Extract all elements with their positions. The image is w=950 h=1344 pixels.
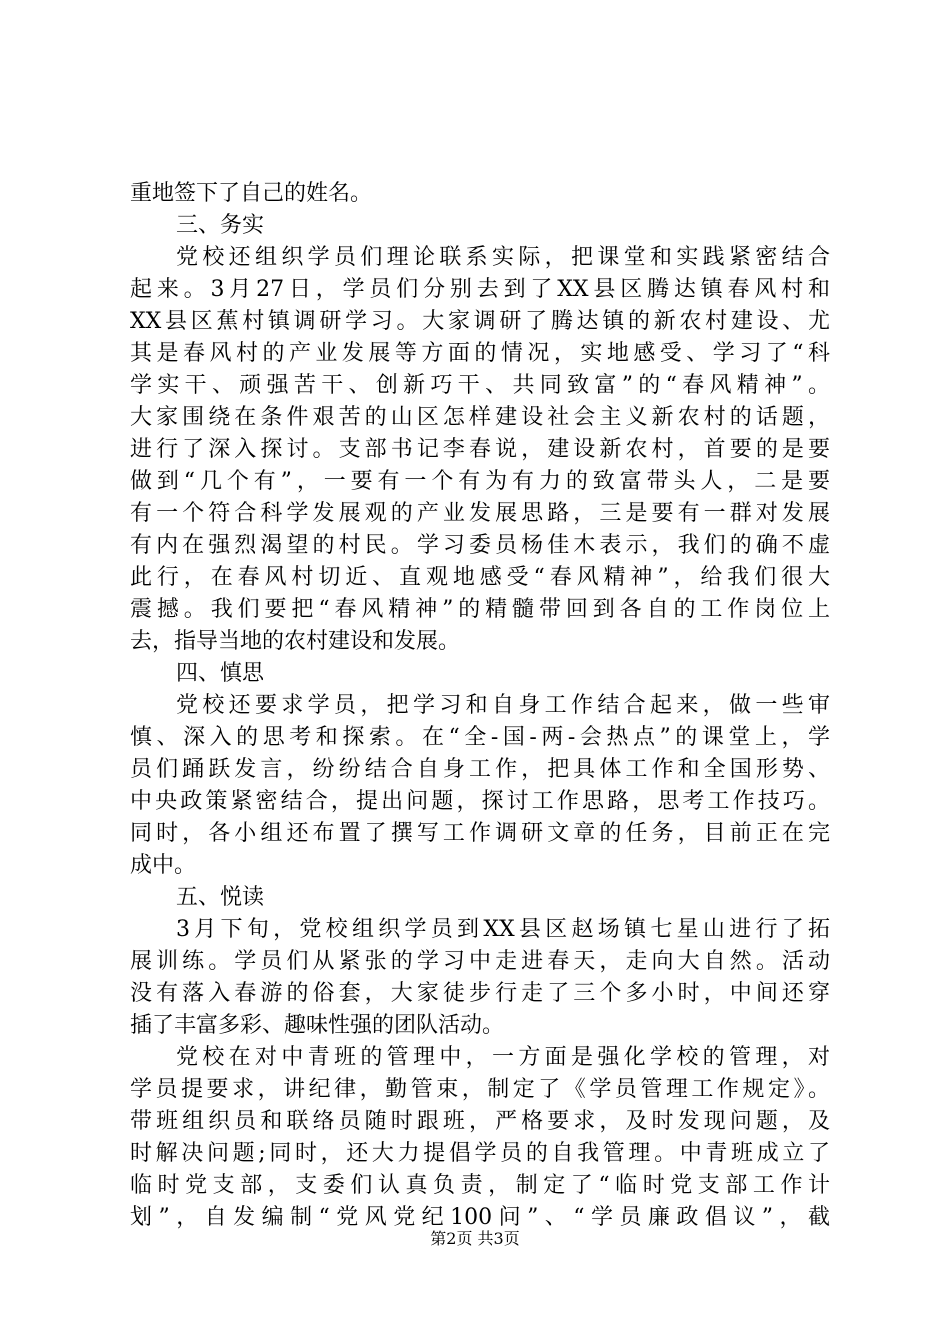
text-line: 党校还要求学员，把学习和自身工作结合起来，做一些审 [176, 693, 830, 718]
text-line: 没有落入春游的俗套，大家徒步行走了三个多小时，中间还穿 [130, 981, 830, 1006]
text-line: 划”，自发编制“党风党纪100问”、“学员廉政倡议”，截 [130, 1205, 830, 1230]
text-line: 带班组织员和联络员随时跟班，严格要求，及时发现问题，及 [130, 1109, 830, 1134]
text-line: 插了丰富多彩、趣味性强的团队活动。 [130, 1013, 505, 1038]
text-line: 其是春风村的产业发展等方面的情况，实地感受、学习了“科 [130, 341, 830, 366]
text-line: 3月下旬，党校组织学员到XX县区赵场镇七星山进行了拓 [176, 917, 830, 942]
text-line: 四、慎思 [176, 661, 265, 686]
text-line: 去，指导当地的农村建设和发展。 [130, 629, 461, 654]
text-line: 有一个符合科学发展观的产业发展思路，三是要有一群对发展 [130, 501, 830, 526]
text-line: 中央政策紧密结合，提出问题，探讨工作思路，思考工作技巧。 [130, 789, 830, 814]
text-line: 此行，在春风村切近、直观地感受“春风精神”，给我们很大 [130, 565, 830, 590]
text-line: 起来。3月27日，学员们分别去到了XX县区腾达镇春风村和 [130, 277, 830, 302]
text-line: 员们踊跃发言，纷纷结合自身工作，把具体工作和全国形势、 [130, 757, 830, 782]
text-line: 党校还组织学员们理论联系实际，把课堂和实践紧密结合 [176, 245, 830, 270]
text-line: 有内在强烈渴望的村民。学习委员杨佳木表示，我们的确不虚 [130, 533, 830, 558]
document-body [130, 178, 830, 1234]
text-line: 重地签下了自己的姓名。 [130, 181, 373, 206]
text-line: 时解决问题;同时，还大力提倡学员的自我管理。中青班成立了 [130, 1141, 830, 1166]
text-line: XX县区蕉村镇调研学习。大家调研了腾达镇的新农村建设、尤 [130, 309, 830, 334]
text-line: 同时，各小组还布置了撰写工作调研文章的任务，目前正在完 [130, 821, 830, 846]
text-line: 临时党支部，支委们认真负责，制定了“临时党支部工作计 [130, 1173, 830, 1198]
text-line: 展训练。学员们从紧张的学习中走进春天，走向大自然。活动 [130, 949, 830, 974]
text-line: 震撼。我们要把“春风精神”的精髓带回到各自的工作岗位上 [130, 597, 830, 622]
text-line: 党校在对中青班的管理中，一方面是强化学校的管理，对 [176, 1045, 830, 1070]
text-line: 三、务实 [176, 213, 265, 238]
text-line: 学实干、顽强苦干、创新巧干、共同致富”的“春风精神”。 [130, 373, 830, 398]
text-line: 做到“几个有”，一要有一个有为有力的致富带头人，二是要 [130, 469, 830, 494]
text-line: 学员提要求，讲纪律，勤管束，制定了《学员管理工作规定》。 [130, 1077, 830, 1102]
page-footer: 第2页 共3页 [430, 1229, 520, 1248]
text-line: 进行了深入探讨。支部书记李春说，建设新农村，首要的是要 [130, 437, 830, 462]
text-line: 慎、深入的思考和探索。在“全-国-两-会热点”的课堂上，学 [130, 725, 830, 750]
text-line: 成中。 [130, 853, 197, 878]
text-line: 五、悦读 [176, 885, 265, 910]
text-line: 大家围绕在条件艰苦的山区怎样建设社会主义新农村的话题， [130, 405, 830, 430]
